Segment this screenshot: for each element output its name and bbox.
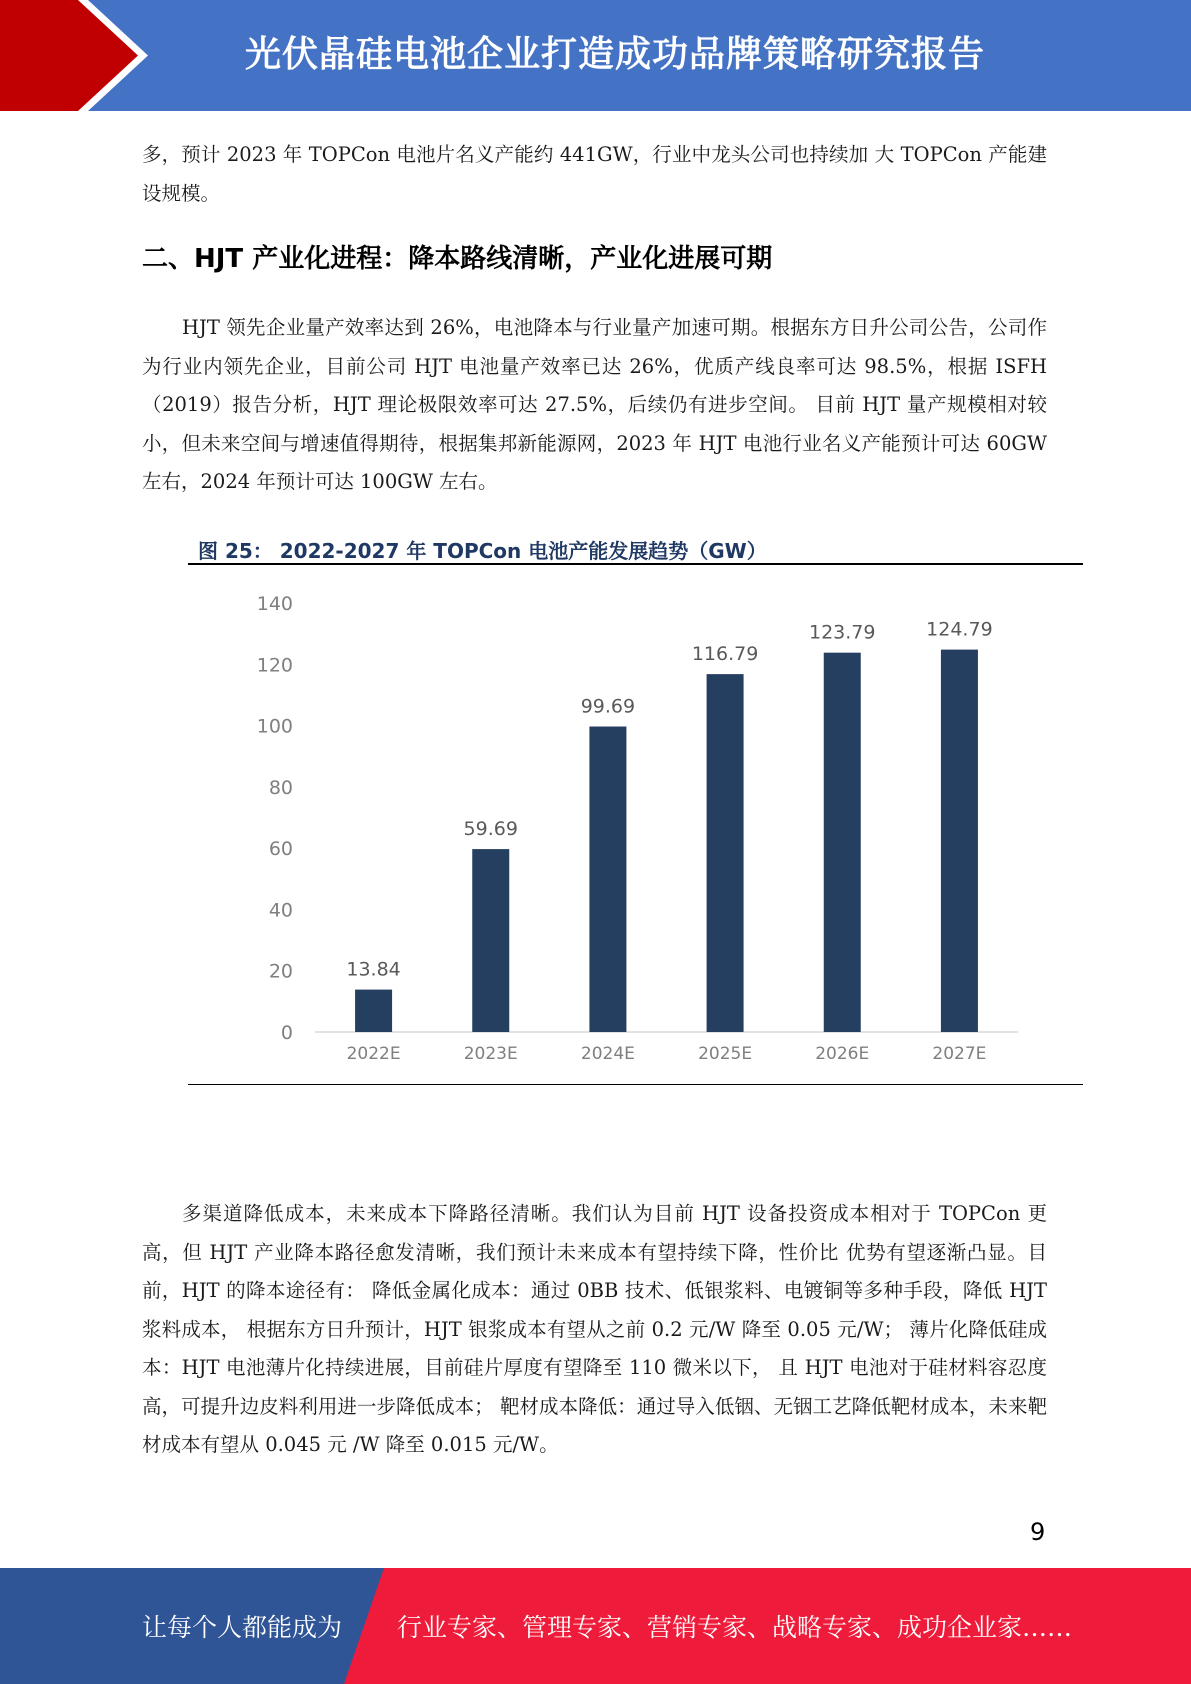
chart-top-rule (188, 563, 1083, 565)
x-tick-label-2024E: 2024E (580, 1044, 635, 1064)
data-label-2023E: 59.69 (463, 818, 518, 841)
y-tick-label: 80 (268, 776, 293, 799)
y-tick-label: 100 (256, 715, 293, 738)
header-arrow-decoration (0, 0, 200, 111)
page-footer (0, 1568, 1191, 1684)
data-label-2026E: 123.79 (809, 621, 876, 644)
bar-2027E (941, 650, 978, 1032)
y-tick-label: 0 (280, 1022, 293, 1044)
bar-2026E (824, 653, 861, 1032)
x-tick-label-2022E: 2022E (346, 1044, 401, 1064)
bar-chart-topcon-capacity (188, 570, 1083, 1080)
paragraph-topcon-continued: 多，预计 2023 年 TOPCon 电池片名义产能约 441GW，行业中龙头公司也持续加 大 TOPCon 产能建设规模。 (142, 143, 1047, 205)
x-tick-label-2023E: 2023E (463, 1044, 518, 1064)
data-label-2025E: 116.79 (691, 643, 759, 666)
paragraph-hjt-efficiency: HJT 领先企业量产效率达到 26%，电池降本与行业量产加速可期。根据东方日升公司公告，公司作为行业内领先企业，目前公司 HJT 电池量产效率已达 26%，优质产线良率可达 98.5%，根据 ISFH（2019）报告分析，HJT 理论极限效率可达 27.5%，后续仍有进步空间。 目前 HJT 量产规模相对较小，但未来空间与增速值得期待，根据集邦新能源网，2023 年 HJT 电池行业名义产能预计可达 60GW 左右，2024 年预计可达 100GW 左右。 (142, 316, 1047, 493)
bar-2025E (707, 674, 744, 1032)
y-tick-label: 40 (268, 899, 293, 922)
chart-bottom-rule (188, 1084, 1083, 1085)
x-tick-label-2026E: 2026E (815, 1044, 870, 1064)
section-title-hjt: 二、HJT 产业化进程：降本路线清晰，产业化进展可期 (142, 244, 773, 274)
footer-slogan-left: 让每个人都能成为 (142, 1613, 343, 1642)
data-label-2024E: 99.69 (580, 695, 636, 718)
paragraph-hjt-cost-reduction: 多渠道降低成本，未来成本下降路径清晰。我们认为目前 HJT 设备投资成本相对于 TOPCon 更高，但 HJT 产业降本路径愈发清晰，我们预计未来成本有望持续下降，性价比 优势有望逐渐凸显。目前，HJT 的降本途径有： 降低金属化成本：通过 0BB 技术、低银浆料、电镀铜等多种手段，降低 HJT 浆料成本， 根据东方日升预计，HJT 银浆成本有望从之前 0.2 元/W 降至 0.05 元/W； 薄片化降低硅成本：HJT 电池薄片化持续进展，目前硅片厚度有望降至 110 微米以下， 且 HJT 电池对于硅材料容忍度高，可提升边皮料利用进一步降低成本； 靶材成本降低：通过导入低铟、无铟工艺降低靶材成本，未来靶材成本有望从 0.045 元 /W 降至 0.015 元/W。 (142, 1202, 1047, 1456)
page-number: 9 (1030, 1518, 1046, 1546)
x-tick-label-2027E: 2027E (932, 1044, 987, 1064)
data-label-2027E: 124.79 (926, 618, 993, 641)
y-tick-label: 20 (268, 960, 293, 983)
y-tick-label: 60 (268, 838, 293, 861)
y-tick-label: 120 (256, 654, 293, 677)
footer-slogan-right: 行业专家、管理专家、营销专家、战略专家、成功企业家…… (397, 1613, 1073, 1642)
data-label-2022E: 13.84 (346, 958, 401, 981)
y-tick-label: 140 (256, 593, 293, 615)
x-tick-label-2025E: 2025E (698, 1044, 753, 1064)
bar-2024E (589, 727, 626, 1032)
chart-caption: 图 25： 2022-2027 年 TOPCon 电池产能发展趋势（GW） (198, 539, 767, 563)
bar-2023E (472, 849, 509, 1032)
report-title: 光伏晶硅电池企业打造成功品牌策略研究报告 (245, 34, 986, 75)
bar-2022E (355, 990, 392, 1032)
page-header (0, 0, 1191, 111)
